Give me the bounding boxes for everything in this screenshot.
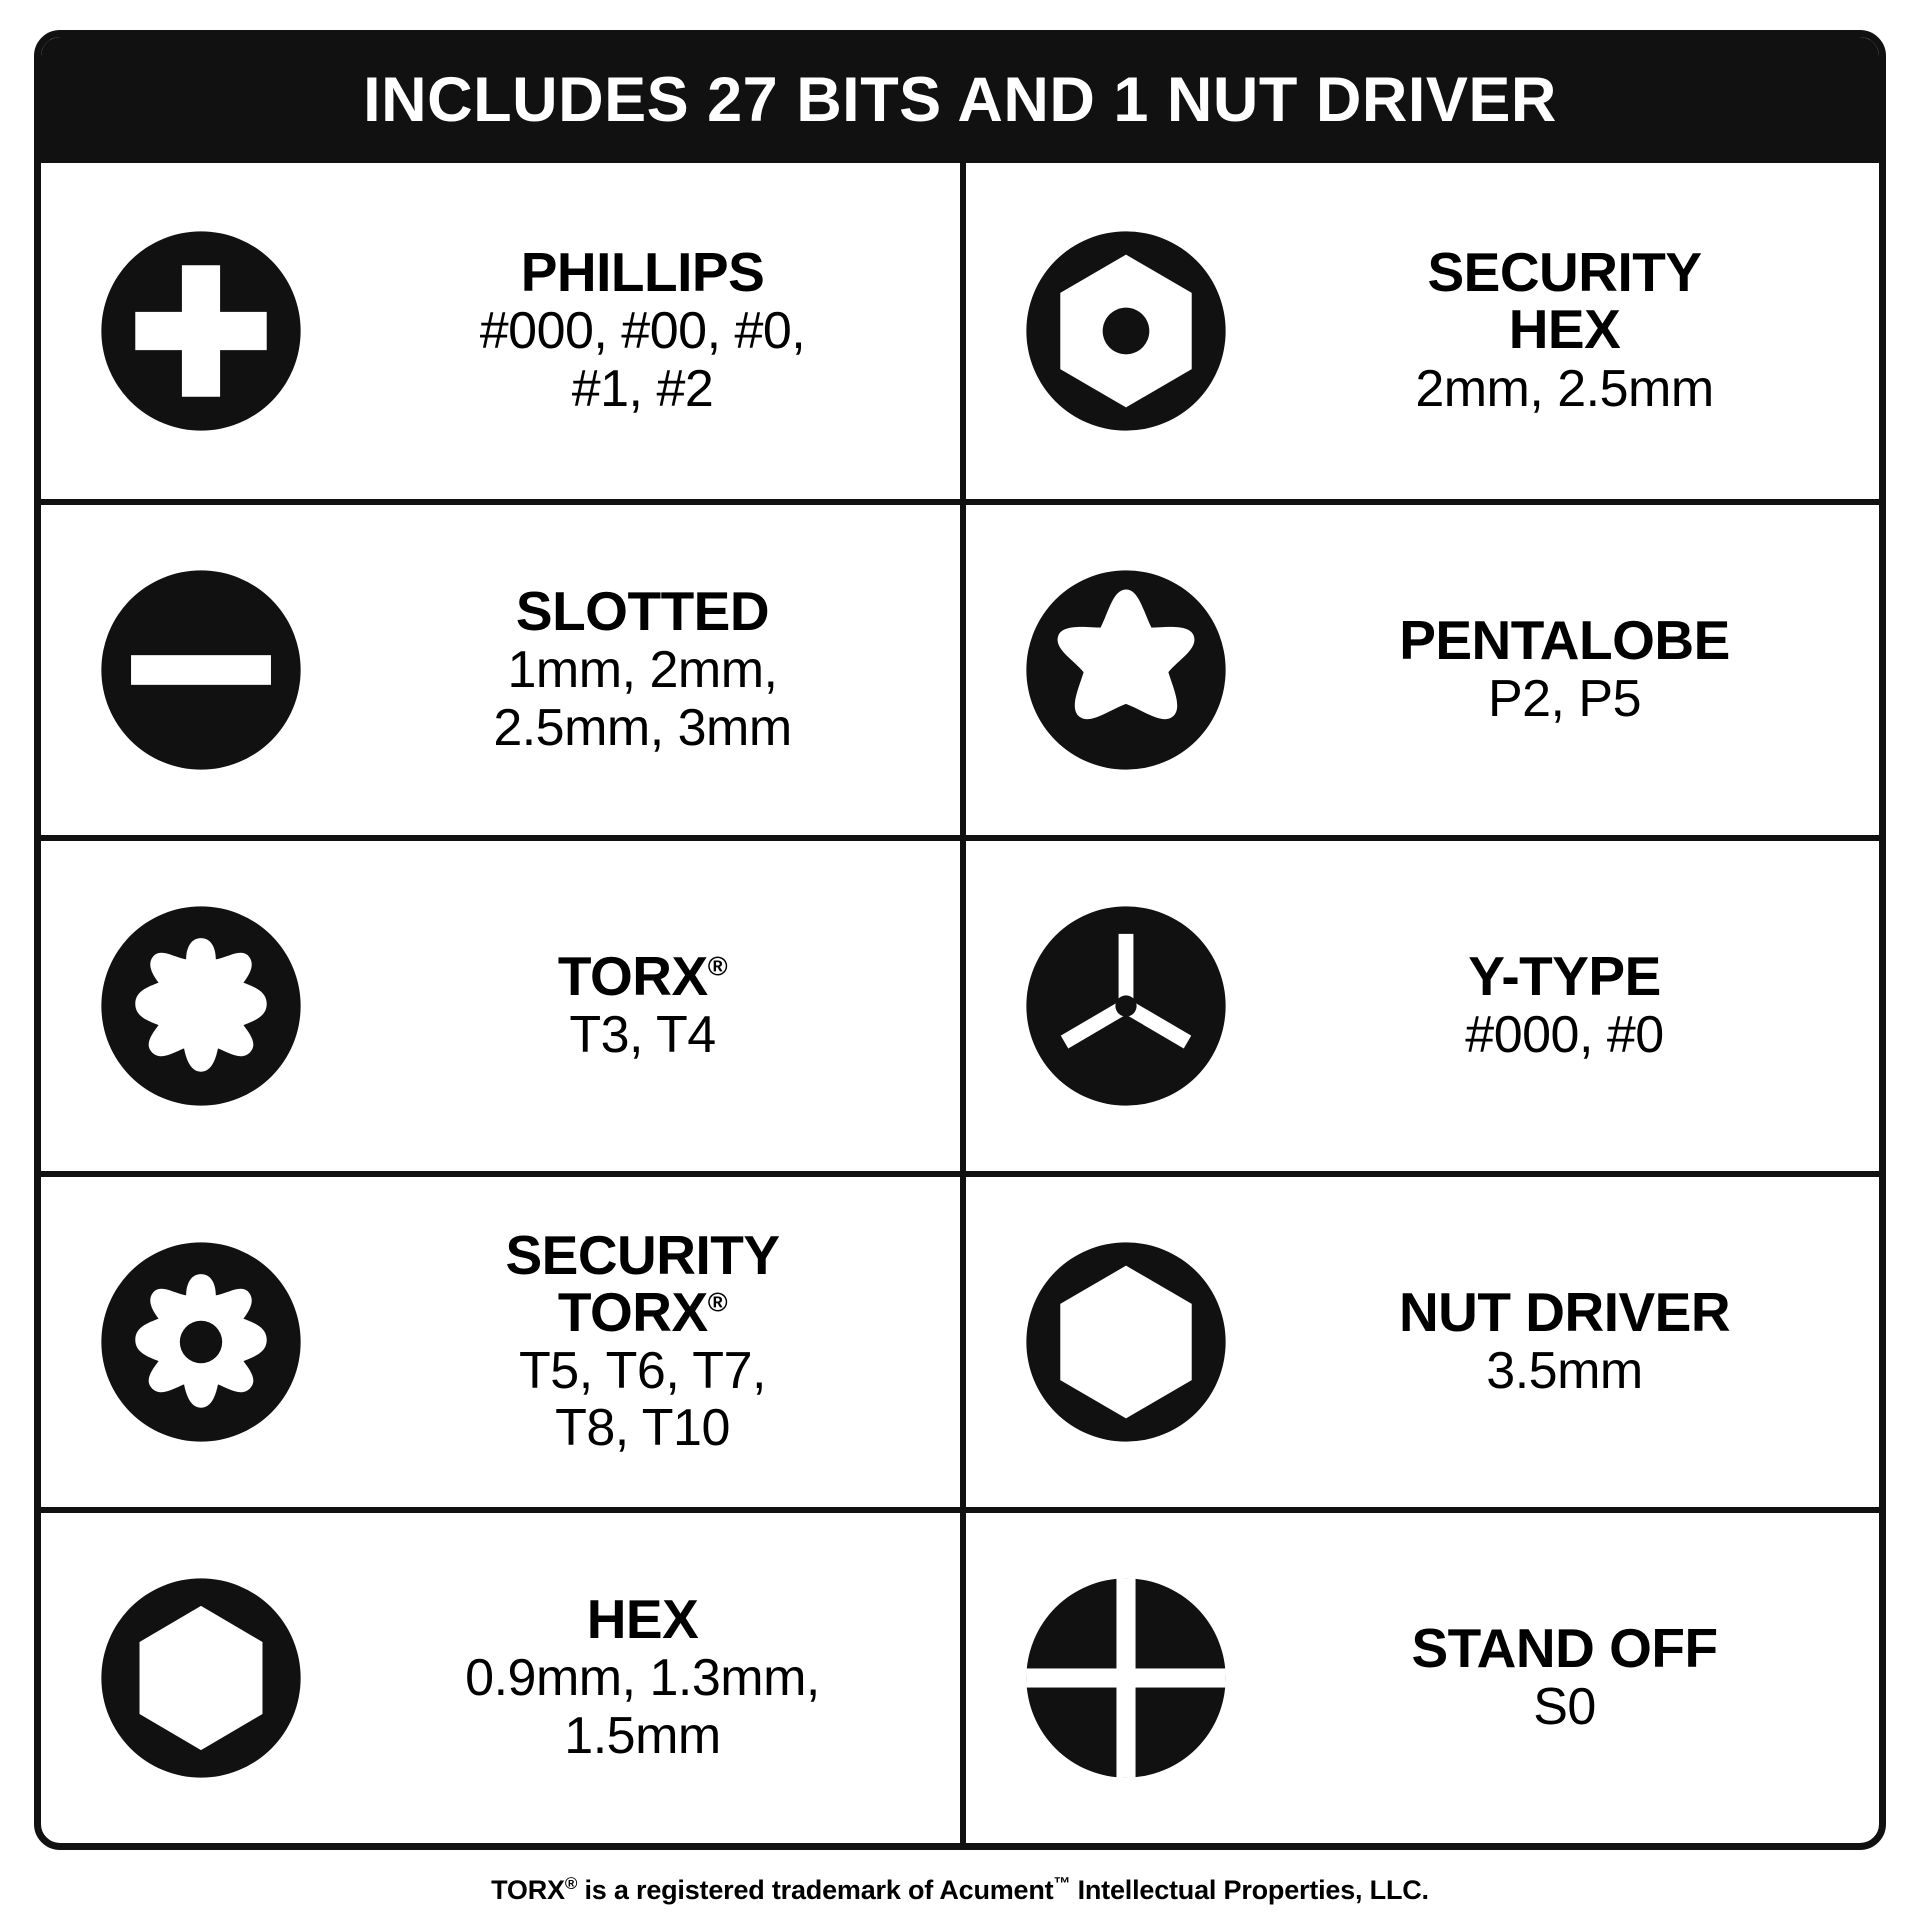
bit-item-pentalobe — [960, 499, 1879, 835]
bit-item-hex — [41, 1507, 960, 1843]
bit-labels — [1276, 1280, 1869, 1400]
footnote-part3: Intellectual Properties, LLC. — [1070, 1875, 1429, 1905]
footnote-part2: is a registered trademark of Acument — [577, 1875, 1054, 1905]
bit-item-security-torx — [41, 1171, 960, 1507]
bit-title: SECURITY HEX — [1427, 241, 1702, 361]
bit-title-text: TORX — [557, 944, 708, 1007]
bit-sizes: T3, T4 — [569, 1006, 716, 1064]
bit-sizes: T5, T6, T7, T8, T10 — [519, 1342, 766, 1458]
bit-title: Y-TYPE — [1468, 944, 1661, 1007]
bit-item-nut-driver — [960, 1171, 1879, 1507]
banner-header — [41, 37, 1879, 163]
nut-driver-bit-icon — [976, 1236, 1276, 1448]
bit-sizes: 3.5mm — [1486, 1342, 1643, 1400]
bit-item-slotted — [41, 499, 960, 835]
y-type-bit-icon — [976, 900, 1276, 1112]
bit-labels — [351, 944, 950, 1064]
phillips-bit-icon — [51, 225, 351, 437]
bit-sizes: S0 — [1533, 1678, 1596, 1736]
bit-labels — [351, 580, 950, 757]
bit-labels — [351, 1223, 950, 1458]
torx-bit-icon — [51, 900, 351, 1112]
bit-item-security-hex — [960, 163, 1879, 499]
security-torx-bit-icon — [51, 1236, 351, 1448]
banner-title: INCLUDES 27 BITS AND 1 NUT DRIVER — [363, 64, 1557, 135]
footnote-part1: TORX — [491, 1875, 565, 1905]
bit-title-text: SECURITY TORX — [505, 1223, 780, 1343]
bit-title: PHILLIPS — [520, 241, 765, 304]
bit-sizes: 0.9mm, 1.3mm, 1.5mm — [465, 1649, 820, 1765]
bit-title: NUT DRIVER — [1398, 1280, 1731, 1343]
registered-mark: ® — [707, 951, 728, 982]
trademark-footnote — [34, 1874, 1886, 1906]
bit-labels — [1276, 241, 1869, 418]
bit-labels — [1276, 608, 1869, 728]
bit-item-torx — [41, 835, 960, 1171]
bit-sizes: 1mm, 2mm, 2.5mm, 3mm — [493, 641, 792, 757]
bit-labels — [351, 241, 950, 418]
hex-bit-icon — [51, 1572, 351, 1784]
bit-item-phillips — [41, 163, 960, 499]
slotted-bit-icon — [51, 564, 351, 776]
bit-item-y-type — [960, 835, 1879, 1171]
stand-off-bit-icon — [976, 1572, 1276, 1784]
bits-card — [34, 30, 1886, 1850]
footnote-registered-mark: ® — [564, 1874, 578, 1893]
bit-title: PENTALOBE — [1399, 608, 1730, 671]
pentalobe-bit-icon — [976, 564, 1276, 776]
bit-title: STAND OFF — [1411, 1616, 1718, 1679]
bit-sizes: #000, #00, #0, #1, #2 — [479, 302, 806, 418]
bit-title — [351, 1223, 934, 1343]
footnote-trademark-mark: ™ — [1053, 1874, 1071, 1893]
bit-title: HEX — [586, 1588, 699, 1651]
bit-title — [351, 944, 934, 1007]
bits-grid — [41, 163, 1879, 1843]
bit-sizes: #000, #0 — [1465, 1006, 1664, 1064]
registered-mark: ® — [707, 1287, 728, 1318]
bit-labels — [1276, 944, 1869, 1064]
bit-sizes: P2, P5 — [1487, 670, 1642, 728]
bit-title: SLOTTED — [515, 580, 770, 643]
bit-labels — [1276, 1616, 1869, 1736]
bit-labels — [351, 1588, 950, 1765]
security-hex-bit-icon — [976, 225, 1276, 437]
bit-sizes: 2mm, 2.5mm — [1415, 359, 1714, 418]
bit-item-stand-off — [960, 1507, 1879, 1843]
